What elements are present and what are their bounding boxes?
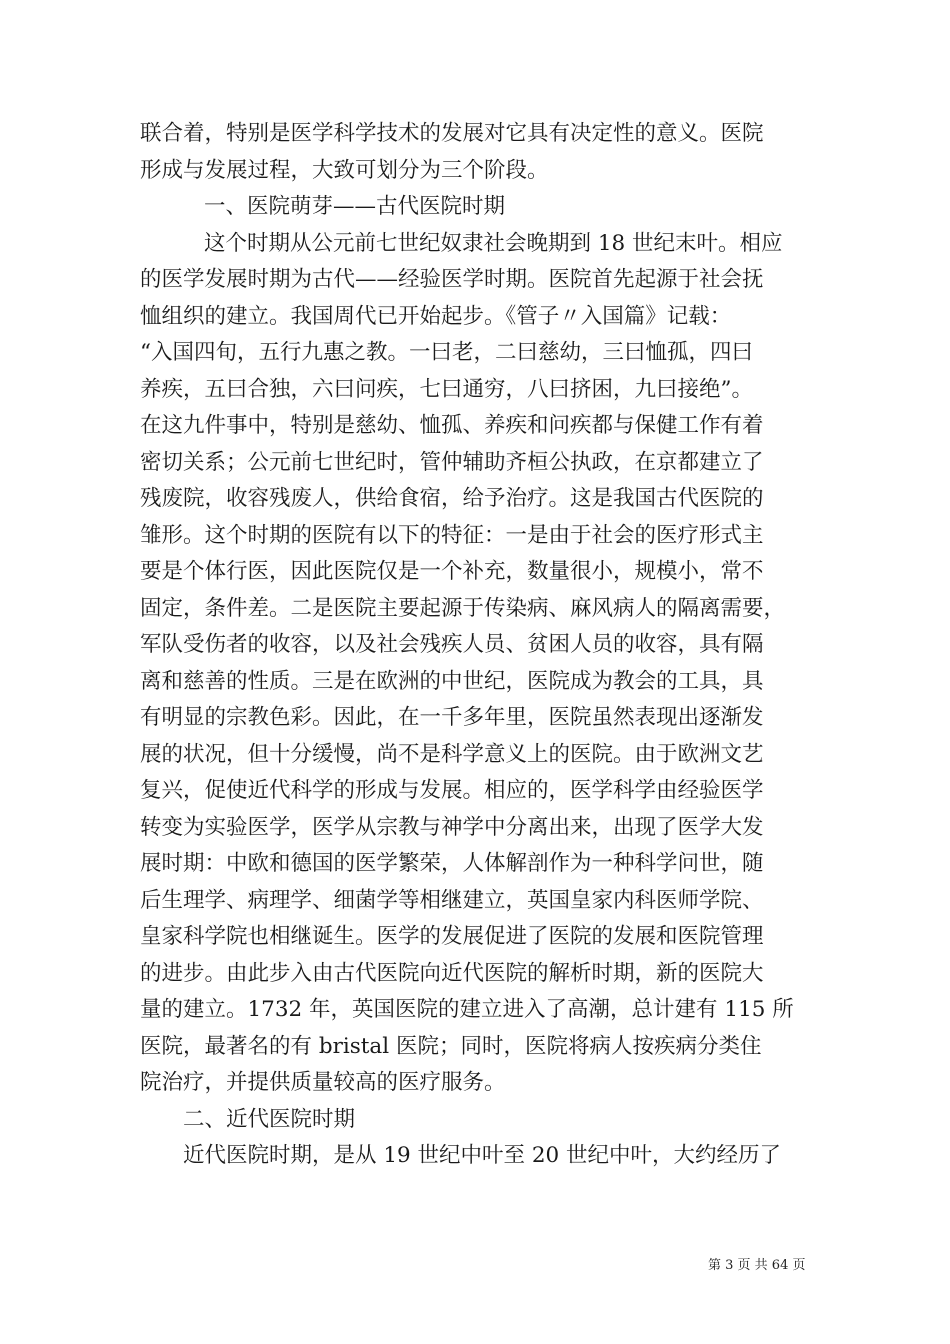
text-line: 密切关系；公元前七世纪时，管仲辅助齐桓公执政，在京都建立了 bbox=[140, 449, 764, 475]
page-number: 第 3 页 共 64 页 bbox=[708, 1258, 806, 1273]
text-line: 离和慈善的性质。三是在欧洲的中世纪，医院成为教会的工具，具 bbox=[140, 668, 764, 694]
section-heading-1: 一、医院萌芽——古代医院时期 bbox=[204, 194, 506, 219]
text-line: 展的状况，但十分缓慢，尚不是科学意义上的医院。由于欧洲文艺 bbox=[140, 741, 764, 767]
text-line: 医院，最著名的有 bristal 医院；同时，医院将病人按疾病分类住 bbox=[140, 1033, 762, 1059]
text-line: 固定，条件差。二是医院主要起源于传染病、麻风病人的隔离需要， bbox=[140, 595, 786, 621]
text-line: 复兴，促使近代科学的形成与发展。相应的，医学科学由经验医学 bbox=[140, 778, 764, 803]
text-line: 有明显的宗教色彩。因此，在一千多年里，医院虽然表现出逐渐发 bbox=[140, 705, 764, 730]
text-line: 这个时期从公元前七世纪奴隶社会晚期到 18 世纪末叶。相应 bbox=[204, 230, 783, 256]
text-line: 的医学发展时期为古代——经验医学时期。医院首先起源于社会抚 bbox=[140, 267, 764, 292]
text-line: 展时期：中欧和德国的医学繁荣，人体解剖作为一种科学问世，随 bbox=[140, 851, 764, 876]
text-line: 后生理学、病理学、细菌学等相继建立，英国皇家内科医师学院、 bbox=[140, 887, 764, 913]
text-line: 院治疗，并提供质量较高的医疗服务。 bbox=[140, 1070, 506, 1095]
section-heading-2: 二、近代医院时期 bbox=[183, 1106, 356, 1132]
text-line: 恤组织的建立。我国周代已开始起步。《管子〃入国篇》记载： bbox=[140, 303, 732, 329]
text-line: 雏形。这个时期的医院有以下的特征：一是由于社会的医疗形式主 bbox=[140, 522, 764, 548]
text-line: 的进步。由此步入由古代医院向近代医院的解析时期，新的医院大 bbox=[140, 960, 764, 986]
text-line: 形成与发展过程，大致可划分为三个阶段。 bbox=[140, 157, 549, 183]
text-line: 转变为实验医学，医学从宗教与神学中分离出来，出现了医学大发 bbox=[140, 814, 764, 840]
text-line: 皇家科学院也相继诞生。医学的发展促进了医院的发展和医院管理 bbox=[140, 924, 764, 949]
text-line: 要是个体行医，因此医院仅是一个补充，数量很小，规模小，常不 bbox=[140, 559, 764, 584]
text-line: 残废院，收容残废人，供给食宿，给予治疗。这是我国古代医院的 bbox=[140, 486, 764, 511]
text-line: 联合着，特别是医学科学技术的发展对它具有决定性的意义。医院 bbox=[140, 121, 764, 146]
document-body bbox=[140, 116, 830, 1175]
text-line: 近代医院时期，是从 19 世纪中叶至 20 世纪中叶，大约经历了 bbox=[183, 1143, 782, 1168]
text-line: “入国四旬，五行九惠之教。一曰老，二曰慈幼，三曰恤孤，四曰 bbox=[140, 340, 753, 365]
text-line: 军队受伤者的收容，以及社会残疾人员、贫困人员的收容，具有隔 bbox=[140, 632, 764, 657]
text-line: 养疾，五曰合独，六曰问疾，七曰通穷，八曰挤困，九曰接绝”。 bbox=[140, 376, 753, 402]
text-line: 量的建立。1732 年，英国医院的建立进入了高潮，总计建有 115 所 bbox=[140, 997, 794, 1022]
text-line: 在这九件事中，特别是慈幼、恤孤、养疾和问疾都与保健工作有着 bbox=[140, 413, 764, 438]
